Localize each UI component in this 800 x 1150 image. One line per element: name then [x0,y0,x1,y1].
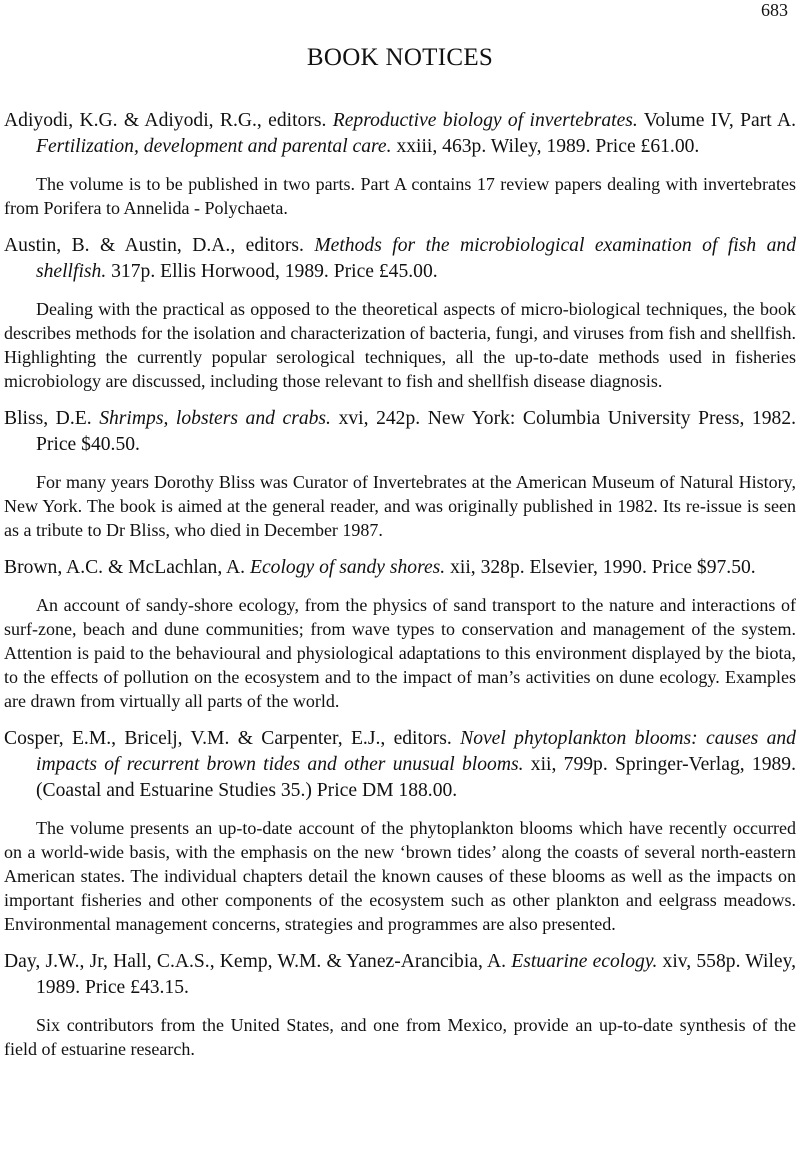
volume: Volume IV, Part A. [643,110,797,131]
citation [4,108,796,160]
citation [4,233,796,285]
summary: The volume is to be published in two parts. Part A contains 17 review papers dealing with invertebrates from Porifera to Annelida - Polychaeta. [4,174,796,218]
book-notice-cosper [4,726,796,936]
publication-details: xvi, 242p. New York: Columbia University Press, 1982. Price $40.50. [36,408,797,455]
citation [4,726,796,804]
summary: For many years Dorothy Bliss was Curator of Invertebrates at the American Museum of Natural History, New York. The book is aimed at the general reader, and was originally published in 1982. Its re-issue is seen as a tribute to Dr Bliss, who died in December 1987. [4,472,796,540]
book-notice-adiyodi [4,108,796,220]
book-title: Methods for the microbiological examination of fish and shellfish. [36,235,796,282]
book-title: Estuarine ecology. [511,951,658,972]
book-title: Ecology of sandy shores. [250,557,446,578]
book-notices-list [4,108,796,1074]
authors: Adiyodi, K.G. & Adiyodi, R.G., editors. [4,110,327,131]
book-title: Reproductive biology of invertebrates. [332,110,638,131]
authors: Brown, A.C. & McLachlan, A. [4,557,246,578]
book-notice-brown [4,555,796,713]
publication-details: xiv, 558p. Wiley, 1989. Price £43.15. [36,951,797,998]
publication-details: xii, 799p. Springer-Verlag, 1989. (Coastal and Estuarine Studies 35.) Price DM 188.00. [36,754,796,801]
summary: Six contributors from the United States, and one from Mexico, provide an up-to-date synthesis of the field of estuarine research. [4,1015,796,1059]
summary: The volume presents an up-to-date account of the phytoplankton blooms which have recently occurred on a world-wide basis, with the emphasis on the new ‘brown tides’ along the coasts of several north-eastern American states. The individual chapters detail the known causes of these blooms as well as the impacts on important fisheries and other components of the ecosystem such as other plankton and eelgrass meadows. Environmental management concerns, strategies and programmes are also presented. [4,818,796,934]
citation [4,949,796,1001]
authors: Day, J.W., Jr, Hall, C.A.S., Kemp, W.M. & Yanez-Arancibia, A. [4,951,507,972]
book-notice-day [4,949,796,1061]
authors: Cosper, E.M., Bricelj, V.M. & Carpenter, E.J., editors. [4,728,452,749]
authors: Bliss, D.E. [4,408,92,429]
summary: Dealing with the practical as opposed to the theoretical aspects of micro-biological techniques, the book describes methods for the isolation and characterization of bacteria, fungi, and viruses from fish and shellfish. Highlighting the currently popular serological techniques, all the up-to-date methods used in fisheries microbiology are discussed, including those relevant to fish and shellfish disease diagnosis. [4,299,796,391]
page-number: 683 [761,0,788,20]
book-notice-austin [4,233,796,393]
citation [4,555,796,581]
book-subtitle: Fertilization, development and parental care. [36,136,392,157]
book-title: Novel phytoplankton blooms: causes and impacts of recurrent brown tides and other unusual blooms. [36,728,796,775]
publication-details: xii, 328p. Elsevier, 1990. Price $97.50. [450,557,756,578]
publication-details: xxiii, 463p. Wiley, 1989. Price £61.00. [396,136,700,157]
authors: Austin, B. & Austin, D.A., editors. [4,235,304,256]
publication-details: 317p. Ellis Horwood, 1989. Price £45.00. [111,261,438,282]
summary: An account of sandy-shore ecology, from the physics of sand transport to the nature and interactions of surf-zone, beach and dune communities; from wave types to conservation and management of the system. Attention is paid to the behavioural and physiological adaptations to this environment displayed by the biota, to the effects of pollution on the ecosystem and to the impact of man’s activities on dune ecology. Examples are drawn from virtually all parts of the world. [4,595,796,711]
citation [4,406,796,458]
page-title: BOOK NOTICES [306,44,494,71]
book-title: Shrimps, lobsters and crabs. [99,408,331,429]
book-notice-bliss [4,406,796,542]
